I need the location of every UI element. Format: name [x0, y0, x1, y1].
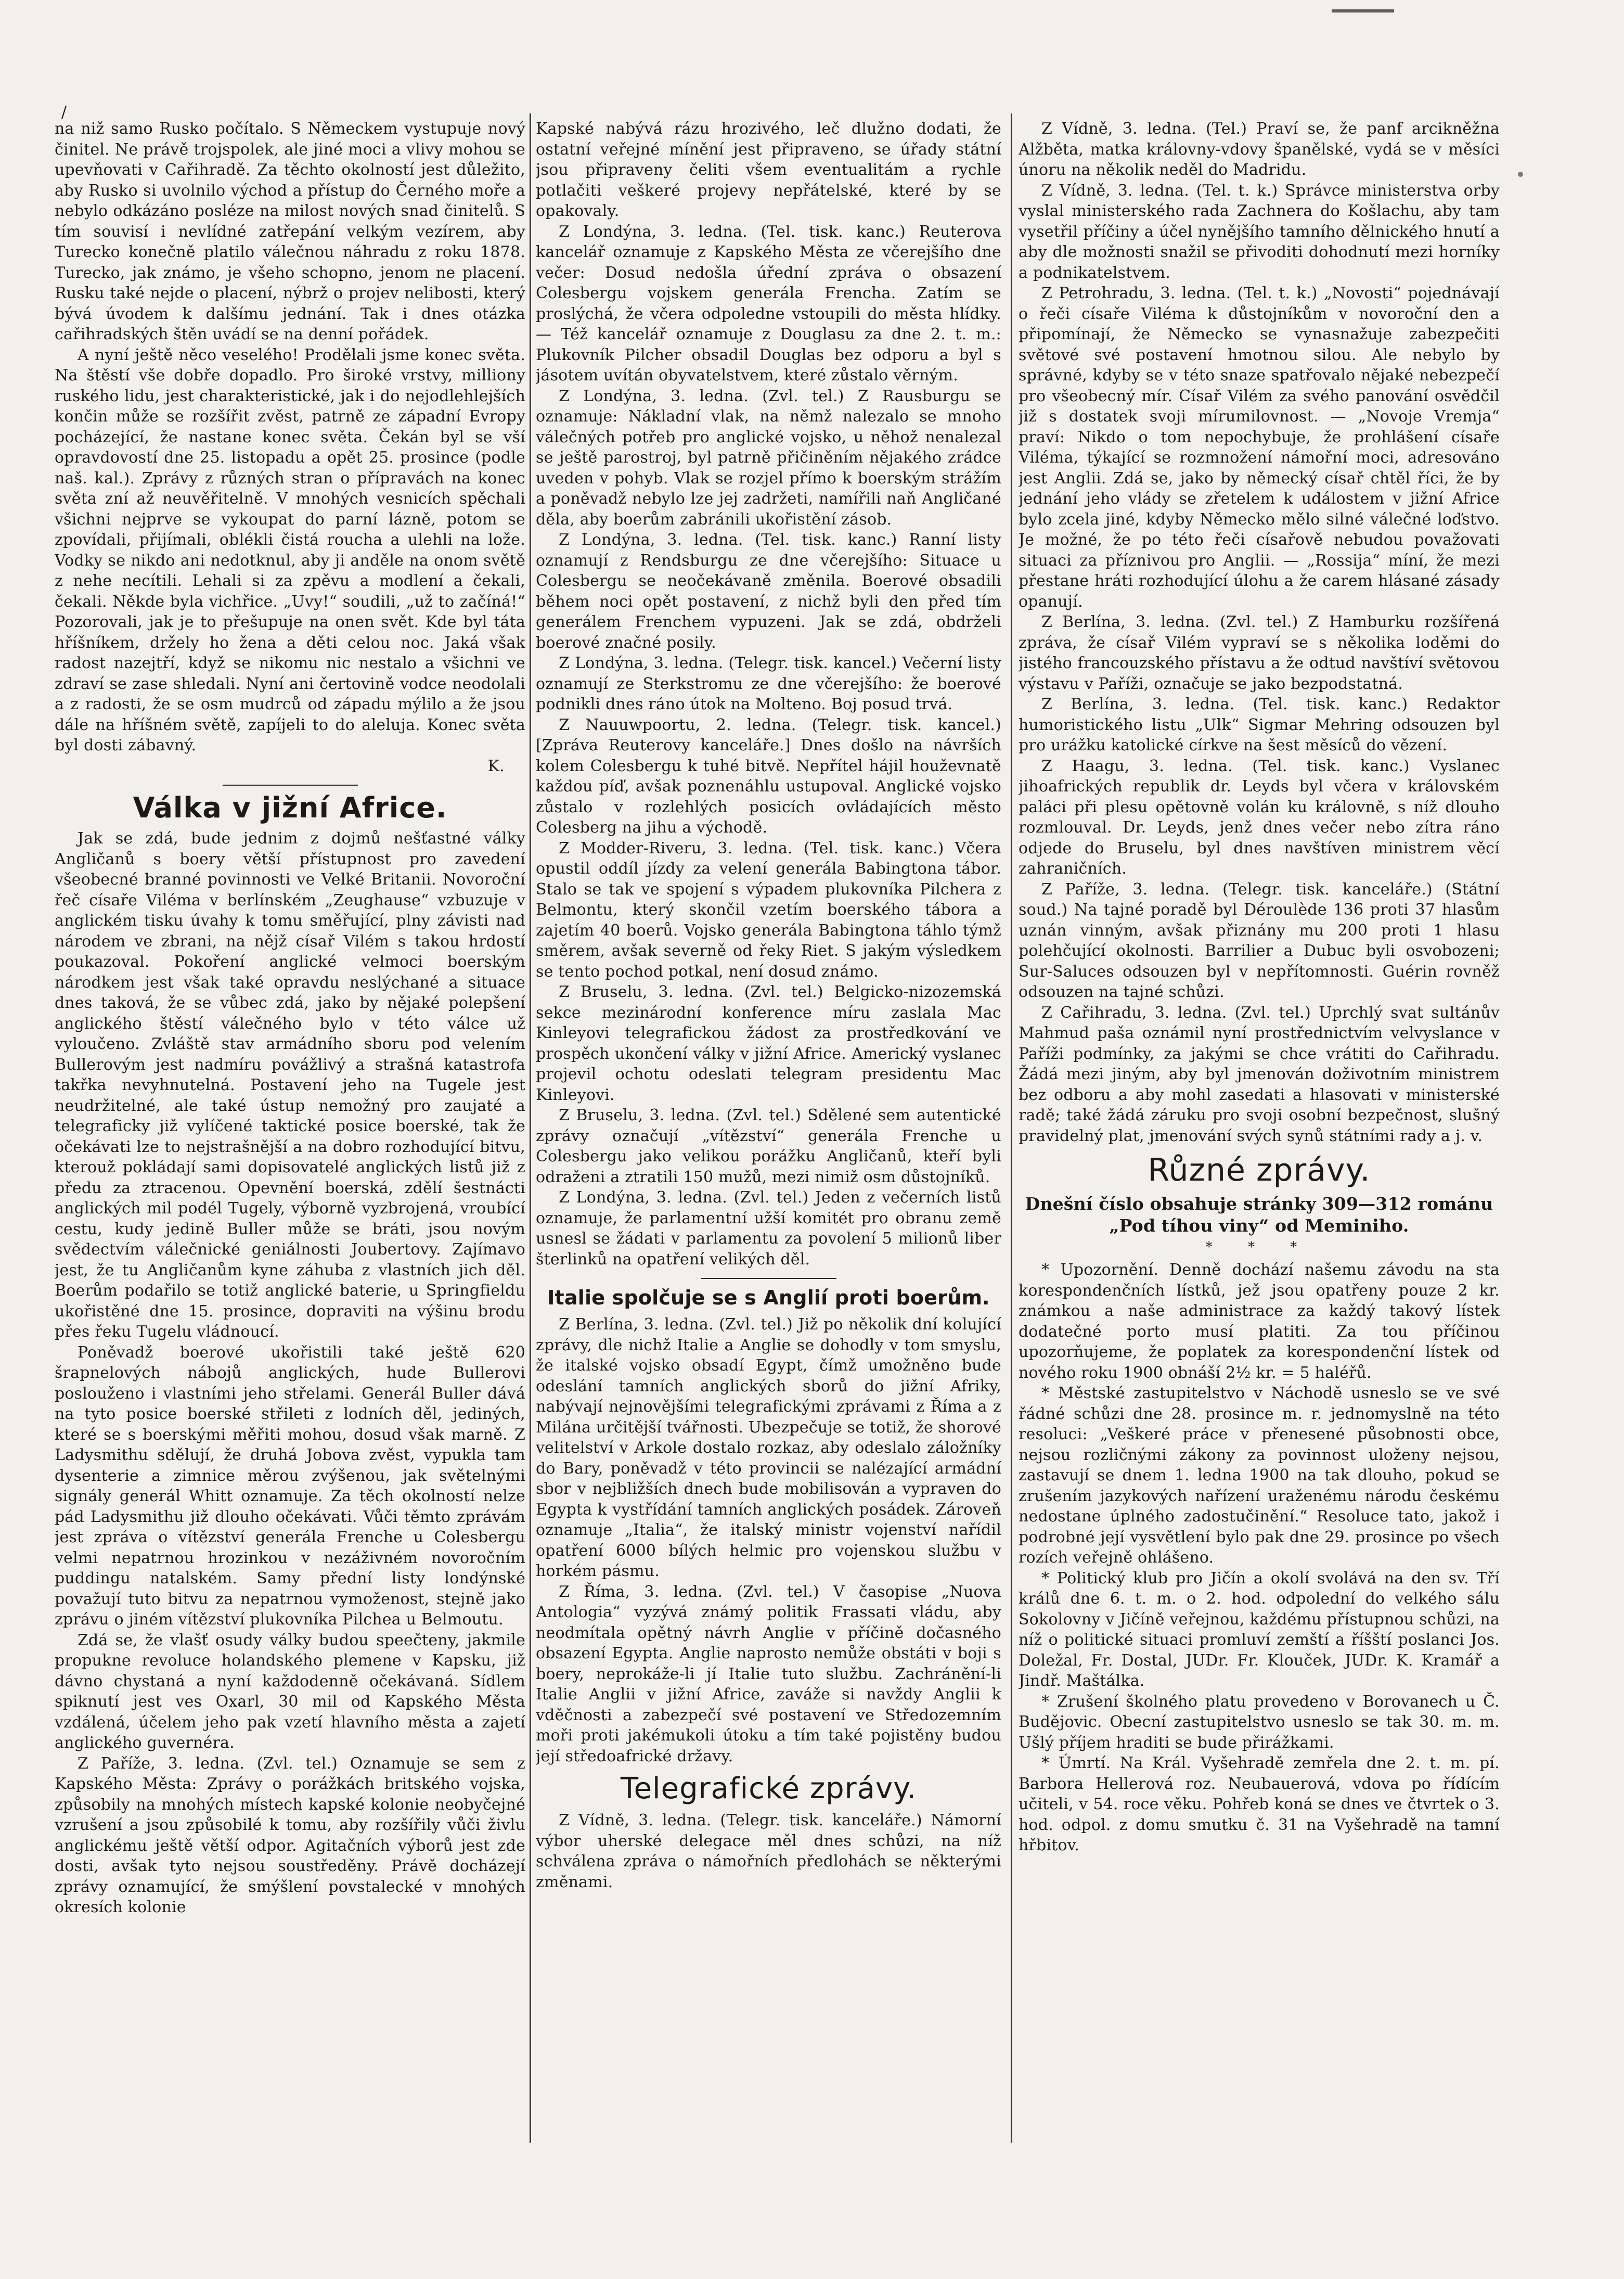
headline-italy-england: Italie spolčuje se s Anglií proti boerům.	[547, 1286, 990, 1309]
article-paragraph: Poněvadž boerové ukořistili také ještě 620 šrapnelových nábojů anglických, hude Bullerovi poslouženo i vlastními jeho střelami. Generál Buller dává na tyto posice boerské střileti z lodních děl, jediných, které se s boerskými měřiti mohou, dosud však marně. Z Ladysmithu sdělují, že druhá Jobova zvěst, vypukla tam dysenterie a zimnice měrou zvýšenou, jak světelnými signály generál Whitt oznamuje. Za těch okolností nelze pád Ladysmithu již dlouho očekávati. Vůči těmto zprávám jest zpráva o vítězství generála Frenche u Colesbergu velmi nepatrnou hrozinkou v nezáživném novoročním puddingu natalském. Samy přední listy londýnské považují tuto bitvu za nepatrnou vymoženost, stejně jako zprávu o jiném vítězství plukovníka Pilchea u Belmoutu.	[55, 1343, 525, 1629]
news-item: Z Berlína, 3. ledna. (Zvl. tel.) Již po několik dní kolující zprávy, dle nichž Italie a Anglie se dohodly v tom smyslu, že italské vojsko obsadí Egypt, čímž umožněno bude odeslání tamních anglických sborů do jižní Afriky, nabývají nejnovějšími telegrafickými zprávami z Říma a z Milána určitější tvářnosti. Ubezpečuje se totiž, že shorové velitelství v Arkole dostalo rozkaz, aby odeslalo záložníky do Bary, poněvadž v této provincii se nalézající armádní sbor v nejbližších dnech bude mobilisován a vypraven do Egypta k vystřídání tamních anglických posádek. Zároveň oznamuje „Italia“, že italský ministr vojenství nařídil opatření 6000 bílých helmic pro vojenskou službu v horkém pásmu.	[536, 1315, 1001, 1580]
news-item: Z Londýna, 3. ledna. (Tel. tisk. kanc.) Ranní listy oznamují z Rendsburgu ze dne včerejšího: Situace u Colesbergu se neočekávaně změnila. Boerové obsadili během noci opět postavení, z nichž byli den před tím generálem Frenchem vypuzeni. Jak se zdá, obdrželi boerové značné posily.	[536, 531, 1001, 652]
news-item: Z Bruselu, 3. ledna. (Zvl. tel.) Belgicko-nizozemská sekce mezinárodní konference míru zaslala Mac Kinleyovi telegrafickou žádost za prostředkování ve prospěch ukončení války v jižní Africe. Americký vyslanec projevil ochotu odeslati telegram presidentu Mac Kinleyovi.	[536, 983, 1001, 1104]
column-right	[1019, 119, 1500, 2153]
news-item: Z Říma, 3. ledna. (Zvl. tel.) V časopise „Nuova Antologia“ vyzývá známý politik Frassati vládu, aby neodmítala opětný návrh Anglie v příčině dočasného obsazení Egypta. Anglie naprosto nemůže obstáti v boji s boery, neprokáže-li jí Italie tuto službu. Zachránění-li Italie Anglii v jižní Africe, zaváže si navždy Anglii k vděčnosti a zabezpečí své postavení ve Středozemním moři proti jakémukoli útoku a tím také pojistěny budou její středoafrické državy.	[536, 1582, 1001, 1765]
headline-various-news: Různé zprávy.	[1148, 1152, 1371, 1188]
column-rule	[1011, 113, 1012, 2143]
news-item: Z Berlína, 3. ledna. (Tel. tisk. kanc.) Redaktor humoristického listu „Ulk“ Sigmar Mehring odsouzen byl pro urážku katolické církve na šest měsíců do vězení.	[1019, 695, 1500, 754]
column-left	[55, 119, 525, 2153]
news-item: Z Londýna, 3. ledna. (Zvl. tel.) Jeden z večerních listů oznamuje, že parlamentní užší komitét pro obranu země usnesl se žádati v parlamentu za povolení 5 milionů liber šterlinků na opatření velikých děl.	[536, 1188, 1001, 1269]
news-item: Z Modder-Riveru, 3. ledna. (Tel. tisk. kanc.) Včera opustil oddíl jízdy za velení generála Babingtona tábor. Stalo se tak ve spojení s výpadem plukovníka Pilchera z Belmontu, který skončil vzetím boerského tábora a zajetím 40 boerů. Vojsko generála Babingtona táhlo týmž směrem, avšak severně od řeky Riet. S jakým výsledkem se tento pochod potkal, není dosud známo.	[536, 839, 1001, 981]
section-divider	[701, 1278, 836, 1279]
news-item: Kapské nabývá rázu hrozivého, leč dlužno dodati, že ostatní veřejné mínění jest připraveno, se úřady státní jsou připraveny čeliti všem eventualitám a rychle potlačiti veškeré projevy nepřátelské, které by se opakovaly.	[536, 120, 1001, 220]
news-item: Z Vídně, 3. ledna. (Tel. t. k.) Správce ministerstva orby vyslal ministerského rada Zachnera do Košlachu, aby tam vysetřil příčiny a účel nynějšího tamního dělnického hnutí a aby dle možnosti snažil se přivoditi dohodnutí mezi horníky a podnikatelstvem.	[1019, 181, 1500, 282]
novel-notice: Dnešní číslo obsahuje stránky 309—312 románu „Pod tíhou viny“ od Meminiho.	[1025, 1194, 1493, 1236]
news-item: Z Paříže, 3. ledna. (Zvl. tel.) Oznamuje se sem z Kapského Města: Zprávy o porážkách britského vojska, způsobily na mnohých místech kapské kolonie neobyčejné vzrušení a jsou způsobilé k tomu, aby rozšířily vůči živlu anglickému ještě větší odpor. Agitačních výborů jest zde dosti, avšak tyto nejsou soustředěny. Právě docházejí zprávy oznamující, že smýšlení povstalecké v mnohých okresích kolonie	[55, 1754, 525, 1916]
news-item: Z Vídně, 3. ledna. (Telegr. tisk. kanceláře.) Námorní výbor uherské delegace měl dnes schůzi, na níž schválena zpráva o námořních předlohách se některými změnami.	[536, 1811, 1001, 1891]
author-signature: K.	[487, 757, 505, 775]
scan-speck	[1518, 172, 1523, 177]
news-item: Z Berlína, 3. ledna. (Zvl. tel.) Z Hamburku rozšířená zpráva, že císař Vilém vypraví se s několika loděmi do jistého francouzského přístavu a že odtud navštíví světovou výstavu v Paříži, označuje se jako bezpodstatná.	[1019, 613, 1500, 693]
news-item: Z Haagu, 3. ledna. (Tel. tisk. kanc.) Vyslanec jihoafrických republik dr. Leyds byl včera v královském paláci při plesu opětovně volán ku královně, s níž dlouho rozmlouval. Dr. Leyds, jenž dnes večer nebo zítra ráno odjede do Bruselu, byl dnes navštíven ministrem věcí zahraničních.	[1019, 757, 1500, 878]
article-paragraph: na niž samo Rusko počítalo. S Německem vystupuje nový činitel. Ne právě trojspolek, ale jiné moci a vlivy mohou se upevňovati v Cařihradě. Za těchto okolností jest důležito, aby Rusko si uvolnilo východ a přístup do Černého moře a nebylo odkázáno posléze na milost nových snad činitelů. S tím souvisí i nevlídné zatřepání velkým vezírem, aby Turecko konečně platilo válečnou náhradu z roku 1878. Turecko, jak známo, je všeho schopno, jenom ne placení. Rusku také nejde o placení, nýbrž o projev nelibosti, který bývá úvodem k dalšímu jednání. Tak i dnes otázka cařihradských štěn uvádí se na denní pořádek.	[55, 120, 525, 343]
news-item: Z Londýna, 3. ledna. (Tel. tisk. kanc.) Reuterova kancelář oznamuje z Kapského Města ze včerejšího dne večer: Dosud nedošla úřední zpráva o obsazení Colesbergu vojskem generála Frencha. Zatím se proslýchá, že včera odpoledne vstoupili do města hlídky. — Též kancelář oznamuje z Douglasu za dne 2. t. m.: Plukovník Pilcher obsadil Douglas bez odporu a byl s jásotem uvítán obyvatelstvem, které zůstalo věrným.	[536, 222, 1001, 385]
news-item: Z Paříže, 3. ledna. (Telegr. tisk. kanceláře.) (Státní soud.) Na tajné poradě byl Déroulède 136 proti 37 hlasům uznán vinným, avšak přiznány mu 200 proti 1 hlasu polehčující okolnosti. Barrilier a Dubuc byli osvobozeni; Sur-Saluces odsouzen byl v nepřítomnosti. Guérin rovněž odsouzen na tajné schůzi.	[1019, 880, 1500, 1001]
news-item: Z Londýna, 3. ledna. (Telegr. tisk. kancel.) Večerní listy oznamují ze Sterkstromu ze dne včerejšího: že boerové podnikli dnes ráno útok na Molteno. Boj posud trvá.	[536, 654, 1001, 713]
news-item: Z Bruselu, 3. ledna. (Zvl. tel.) Sdělené sem autentické zprávy označují „vítězství“ generála Frenche u Colesbergu jako velikou porážku Angličanů, kteří byli odraženi a ztratili 150 mužů, mezi nimiž osm důstojníků.	[536, 1106, 1001, 1186]
news-item: * Politický klub pro Jičín a okolí svolává na den sv. Tří králů dne 6. t. m. o 2. hod. odpolední do velkého sálu Sokolovny v Jičíně veřejnou, každému přístupnou schůzi, na níž o politické situaci promluví zemští a říšští poslanci Jos. Doležal, Fr. Dostal, JUDr. Fr. Klouček, JUDr. K. Kramář a Jindř. Maštálka.	[1019, 1569, 1500, 1690]
news-item: Z Petrohradu, 3. ledna. (Tel. t. k.) „Novosti“ pojednávají o řeči císaře Viléma k důstojníkům v novoroční den a připomínají, že Německo se vynasnažuje zabezpečiti světové své postavení hmotnou silou. Ale nebylo by správné, kdyby se v této snaze spatřovalo nějaké nebezpečí pro všeobecný mír. Císař Vilém za svého panování osvědčil již s dostatek svoji mírumilovnost. — „Novoje Vremja“ praví: Nikdo o tom nepochybuje, že prohlášení císaře Viléma, týkající se rozmnožení námořní moci, adresováno jest Anglii. Zdá se, jako by německý císař chtěl říci, že by jednání jeho vlády se zřetelem k událostem v jižní Africe bylo zcela jiné, kdyby Německo mělo silné válečné loďstvo. Je možné, že po této řeči císařově nebudou považovati situaci za příznivou pro Anglii. — „Rossija“ míní, že mezi přestane hráti rozhodující úlohu a že carem hlásané zásady opanují.	[1019, 284, 1500, 611]
scan-edge-mark	[1332, 9, 1394, 12]
article-paragraph: Jak se zdá, bude jednim z dojmů nešťastné války Angličanů s boery větší přístupnost pro zavedení všeobecné branné povinnosti ve Velké Britanii. Novoroční řeč císaře Viléma v berlínském „Zeughause“ vzbuzuje v anglickém tisku úvahy k tomu směřující, plny závisti nad národem ve zbrani, na nějž císař Vilém s takou hrdostí poukazoval. Pokoření anglické velmoci boerským národkem jest však také opravdu neslýchané a situace dnes taková, že se vůbec zdá, jako by nějaké polepšení anglického štěstí válečného bylo v této válce už vyloučeno. Zvláště stav armádního sboru pod velením Bullerovým jest nadmíru povážlivý a strašná katastrofa takřka nevyhnutelná. Postavení jeho na Tugele jest neudržitelné, ale také ústup nemožný pro zaujaté a telegraficky již vylíčené taktické posice boerské, tak že očekávati lze to nejstrašnější a na dobro rozhodující bitvu, kterouž pokládají sami dopisovatelé anglických listů již z předu za ztracenou. Opevnění boerská, zdělí šestnácti anglických mil podél Tugely, výborně vyzbrojená, vroubící cestu, kudy jedině Buller může se bráti, jsou novým svědectvím válečnické geniálnosti Joubertovy. Zajímavo jest, že tu Angličanům kyne záhuba z vlastních jich děl. Boerům podařilo se totiž anglické baterie, u Springfieldu ukořistěné dne 15. prosince, dopraviti na výšinu brodu přes řeku Tugelu vládnoucí.	[55, 829, 525, 1341]
margin-mark: /	[61, 103, 67, 121]
article-paragraph: Zdá se, že vlašť osudy války budou speečteny, jakmile propukne revoluce holandského plemene v Kapsku, již dávno chystaná a nyní každodenně očekávaná. Sídlem spiknutí jest ves Oxarl, 30 mil od Kapského Města vzdálená, účelem jeho pak vzetí hlavního města a zajetí anglického guvernéra.	[55, 1631, 525, 1752]
news-item: Z Londýna, 3. ledna. (Zvl. tel.) Z Rausburgu se oznamuje: Nákladní vlak, na němž nalezalo se mnoho válečných potřeb pro anglické vojsko, u něhož nenalezal se ještě parostroj, byl patrně přičiněním nějakého zrádce uveden v pohyb. Vlak se rozjel přímo k boerským strážím a poněvadž nebylo lze jej zadržeti, namířili naň Angličané děla, aby boerům zabránili ukořistění zásob.	[536, 387, 1001, 529]
news-item: * Úmrtí. Na Král. Vyšehradě zemřela dne 2. t. m. pí. Barbora Hellerová roz. Neubauerová, vdova po řídícím učiteli, v 54. roce věku. Pohřeb koná se dnes ve čtvrtek o 3. hod. odpol. z domu smutku č. 31 na Vyšehradě na tamní hřbitov.	[1019, 1754, 1500, 1854]
news-item: Z Vídně, 3. ledna. (Tel.) Praví se, že panf arcikněžna Alžběta, matka královny-vdovy španělské, vydá se v měsíci únoru na několik neděl do Madridu.	[1019, 120, 1500, 179]
news-item: * Městské zastupitelstvo v Náchodě usneslo se ve své řádné schůzi dne 28. prosince m. r. jednomyslně na této resoluci: „Veškeré práce v přenesené působnosti obce, nejsou rozličnými zákony za povinnost uloženy nejsou, zastavují se dnem 1. ledna 1900 na tak dlouho, pokud se zrušením jazykových nařízení uraženému národu českému nedostane úplného zadostučinění.“ Resoluce tato, jakož i podrobné její vysvětlení bylo pak dne 29. prosince po všech rozích veřejně ohlášeno.	[1019, 1384, 1500, 1567]
asterism: * * *	[1205, 1239, 1313, 1255]
column-middle	[536, 119, 1001, 2153]
headline-telegraphic-news: Telegrafické zprávy.	[620, 1772, 917, 1806]
article-paragraph: A nyní ještě něco veselého! Prodělali jsme konec světa. Na štěstí vše dobře dopadlo. Pro široké vrstvy, milliony ruského lidu, jest charakteristické, jak i do nejodlehlejších končin může se rozšířit zvěst, patrně ze západní Evropy pocházející, že nastane konec světa. Čekán byl se vší opravdovostí dne 25. listopadu a opět 25. prosince (podle naš. kal.). Zprávy z různých stran o přípravách na konec světa zní až neuvěřitelně. V mnohých vesnicích spěchali všichni nejprve se vykoupat do parní lázně, potom se zpovídali, přijímali, oblékli čistá roucha a ulehli na lože. Vodky se nikdo ani nedotknul, aby ji anděle na onom světě z nehe necítili. Lehali si za zpěvu a modlení a čekali, čekali. Někde byla vichřice. „Uvy!“ soudili, „už to začíná!“ Pozorovali, jak je to přešupuje na onen svět. Kde byl táta hříšníkem, držely ho žena a děti celou noc. Jaká však radost nazejtří, když se nikomu nic nestalo a všichni ve zdraví se zase shledali. Nyní ani čertovině vodce neodolali a z radosti, že se osm mudrců od západu mýlilo a že jsou dále na hříšném světě, zapíjeli to do aleluja. Konec světa byl dosti zábavný.	[55, 345, 525, 754]
news-item: * Zrušení školného platu provedeno v Borovanech u Č. Budějovic. Obecní zastupitelstvo usneslo se tak 30. m. m. Ušlý příjem hraditi se bude přirážkami.	[1019, 1692, 1500, 1752]
headline-war-south-africa: Válka v jižní Africe.	[133, 791, 447, 824]
news-item: * Upozornění. Denně dochází našemu závodu na sta korespondenčních lístků, jež jsou opatřeny pouze 2 kr. známkou a naše administrace za každý takový lístek dodatečné porto musí platiti. Za tou příčinou upozorňujeme, že poplatek za korespondenční lístek od nového roku 1900 obnáší 2½ kr. = 5 haléřů.	[1019, 1261, 1500, 1382]
news-item: Z Nauuwpoortu, 2. ledna. (Telegr. tisk. kancel.) [Zpráva Reuterovy kanceláře.] Dnes došlo na návrších kolem Colesbergu k tuhé bitvě. Nepřítel hájil houževnatě každou píď, avšak poznenáhlu ustupoval. Anglické vojsko zůstalo v rozlehlých posicích ovládajících město Colesberg na jihu a východě.	[536, 715, 1001, 837]
news-item: Z Cařihradu, 3. ledna. (Zvl. tel.) Uprchlý svat sultánův Mahmud paša oznámil nyní prostřednictvím velvyslance v Paříži podmínky, za jakými se chce vrátiti do Cařihradu. Žádá mezi jiným, aby byl jmenován doživotním ministrem bez odboru a aby mohl zasedati a hlasovati v ministerské radě; také žádá záruku pro svoji osobní bezpečnost, slušný pravidelný plat, jmenování svých synů státními rady a j. v.	[1019, 1003, 1500, 1145]
column-rule	[530, 113, 531, 2143]
section-divider	[223, 785, 358, 786]
